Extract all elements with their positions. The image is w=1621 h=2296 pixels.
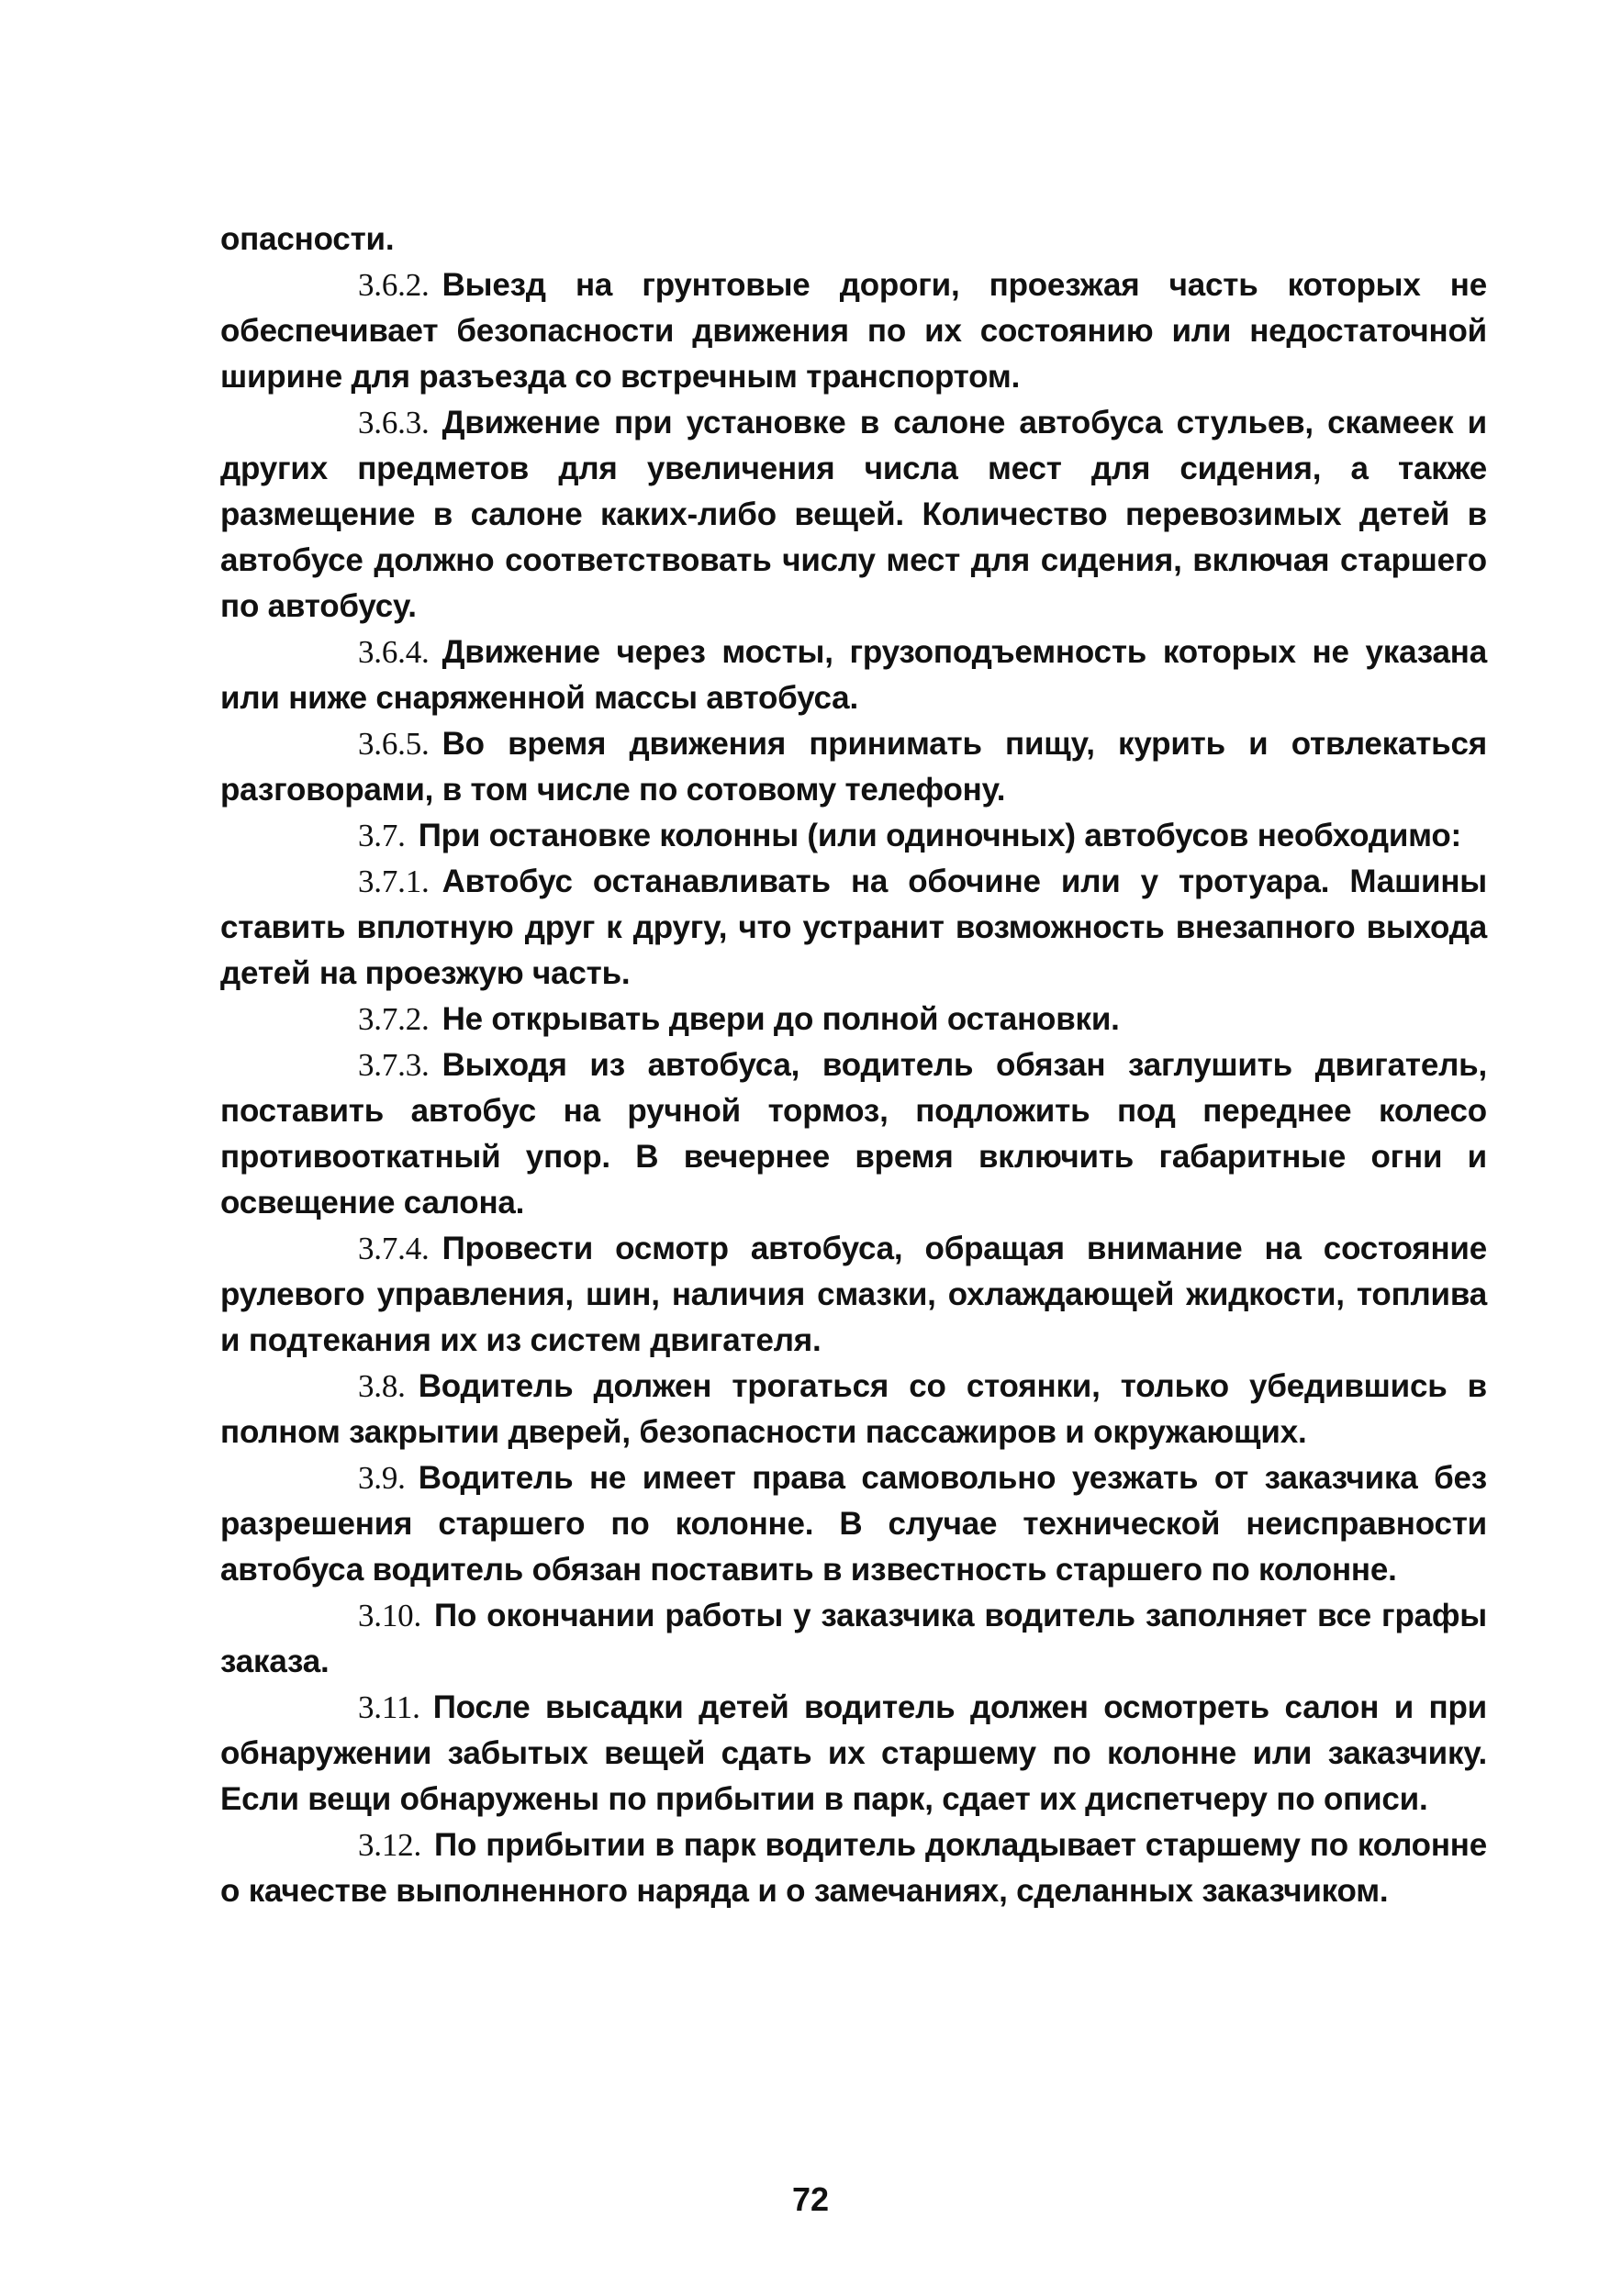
paragraph-3-6-3 <box>220 400 1487 630</box>
paragraph-text: Не открывать двери до полной остановки. <box>442 1001 1120 1037</box>
paragraph-text: По окончании работы у заказчика водитель заполняет все графы заказа. <box>220 1598 1487 1679</box>
paragraph-text: Во время движения принимать пищу, курить и отвлекаться разговорами, в том числе по сотовому телефону. <box>220 726 1487 808</box>
body-text <box>220 217 1487 1914</box>
clause-number: 3.7.4. <box>358 1231 430 1266</box>
paragraph-text: Движение при установке в салоне автобуса стульев, скамеек и других предметов для увеличения числа мест для сидения, а также размещение в салоне каких-либо вещей. Количество перевозимых детей в автобусе должно соответствовать числу мест для сидения, включая старшего по автобусу. <box>220 405 1487 624</box>
clause-number: 3.6.4. <box>358 634 430 670</box>
paragraph-3-8 <box>220 1364 1487 1455</box>
paragraph-text: опасности. <box>220 221 395 257</box>
clause-number: 3.8. <box>358 1368 406 1404</box>
paragraph-3-7-2 <box>220 997 1487 1042</box>
clause-number: 3.12. <box>358 1827 422 1863</box>
clause-number: 3.7.2. <box>358 1001 430 1037</box>
paragraph-text: При остановке колонны (или одиночных) автобусов необходимо: <box>418 818 1462 853</box>
paragraph-3-6-4 <box>220 630 1487 721</box>
clause-number: 3.6.2. <box>358 267 430 303</box>
paragraph-text: По прибытии в парк водитель докладывает старшему по колонне о качестве выполненного наряда и о замечаниях, сделанных заказчиком. <box>220 1827 1487 1909</box>
paragraph-3-7-4 <box>220 1226 1487 1364</box>
page-number: 72 <box>791 2180 830 2218</box>
clause-number: 3.6.3. <box>358 405 430 440</box>
paragraph-text: После высадки детей водитель должен осмотреть салон и при обнаружении забытых вещей сдать их старшему по колонне или заказчику. Если вещи обнаружены по прибытии в парк, сдает их диспетчеру по описи. <box>220 1689 1487 1817</box>
clause-number: 3.7.1. <box>358 864 430 899</box>
paragraph-3-9 <box>220 1455 1487 1593</box>
paragraph-3-7-3 <box>220 1042 1487 1226</box>
paragraph-3-6-5 <box>220 721 1487 813</box>
clause-number: 3.7.3. <box>358 1047 430 1083</box>
clause-number: 3.10. <box>358 1598 422 1633</box>
paragraph-3-10 <box>220 1593 1487 1685</box>
clause-number: 3.9. <box>358 1460 406 1496</box>
paragraph-continuation <box>220 217 1487 262</box>
paragraph-text: Автобус останавливать на обочине или у тротуара. Машины ставить вплотную друг к другу, что устранит возможность внезапного выхода детей на проезжую часть. <box>220 864 1487 991</box>
paragraph-text: Движение через мосты, грузоподъемность которых не указана или ниже снаряженной массы автобуса. <box>220 634 1487 716</box>
paragraph-3-7-1 <box>220 859 1487 997</box>
paragraph-text: Провести осмотр автобуса, обращая внимание на состояние рулевого управления, шин, наличия смазки, охлаждающей жидкости, топлива и подтекания их из систем двигателя. <box>220 1231 1487 1358</box>
paragraph-3-12 <box>220 1822 1487 1914</box>
paragraph-3-6-2 <box>220 262 1487 400</box>
clause-number: 3.6.5. <box>358 726 430 762</box>
clause-number: 3.7. <box>358 818 406 853</box>
paragraph-3-7 <box>220 813 1487 859</box>
paragraph-3-11 <box>220 1685 1487 1822</box>
paragraph-text: Водитель не имеет права самовольно уезжать от заказчика без разрешения старшего по колонне. В случае технической неисправности автобуса водитель обязан поставить в известность старшего по колонне. <box>220 1460 1487 1588</box>
paragraph-text: Водитель должен трогаться со стоянки, только убедившись в полном закрытии дверей, безопасности пассажиров и окружающих. <box>220 1368 1487 1450</box>
paragraph-text: Выезд на грунтовые дороги, проезжая часть которых не обеспечивает безопасности движения по их состоянию или недостаточной ширине для разъезда со встречным транспортом. <box>220 267 1487 395</box>
paragraph-text: Выходя из автобуса, водитель обязан заглушить двигатель, поставить автобус на ручной тормоз, подложить под переднее колесо противооткатный упор. В вечернее время включить габаритные огни и освещение салона. <box>220 1047 1487 1220</box>
clause-number: 3.11. <box>358 1689 420 1725</box>
